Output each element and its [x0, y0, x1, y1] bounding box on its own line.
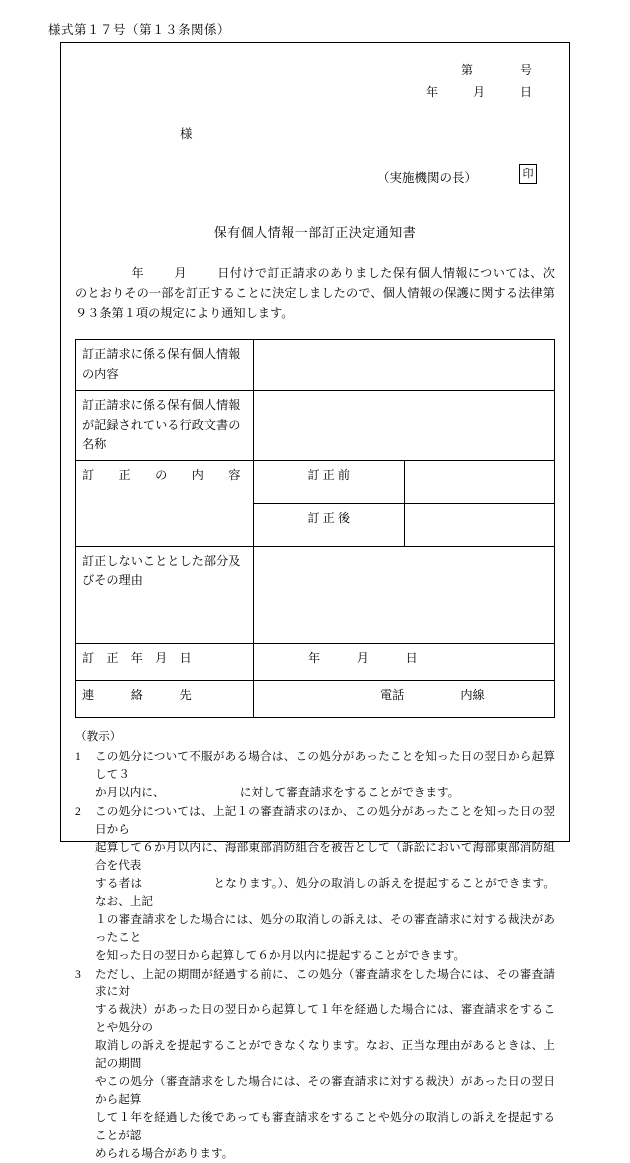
sub-label-before: 訂 正 前: [254, 460, 405, 503]
notice-list: [75, 748, 555, 1163]
notice-item-text: [95, 803, 555, 965]
detail-table: [75, 339, 555, 718]
notice-heading: （教示）: [75, 729, 122, 743]
notice-line: 起算して６か月以内に、海部東部消防組合を被告として（訴訟において海部東部消防組合を代表: [95, 840, 555, 872]
notice-line: する裁決）があった日の翌日から起算して１年を経過した場合には、審査請求をすることや処分の: [95, 1003, 555, 1035]
row-value-after[interactable]: [404, 503, 555, 546]
list-item: [75, 803, 555, 965]
addressee-line: [180, 124, 555, 142]
notice-line: められる場合があります。: [95, 1147, 234, 1161]
notice-line: １の審査請求をした場合には、処分の取消しの訴えは、その審査請求に対する裁決があったこと: [95, 912, 555, 944]
notice-line: この処分について不服がある場合は、この処分があったことを知った日の翌日から起算して３: [95, 749, 555, 781]
form-number: 様式第１７号（第１３条関係）: [48, 23, 231, 37]
notice-item-number: 1: [75, 749, 81, 763]
notice-line: 取消しの訴えを提起することができなくなります。なお、正当な理由があるときは、上記の期間: [95, 1039, 555, 1071]
row-value-request-content[interactable]: [254, 340, 555, 391]
row-label-not-corrected-reason: 訂正しないこととした部分及びその理由: [76, 546, 254, 643]
document-inner: [61, 43, 569, 1161]
document-number-line: [75, 61, 555, 78]
table-row: [76, 391, 555, 461]
document-frame: [60, 42, 570, 1161]
notice-line: ただし、上記の期間が経過する前に、この処分（審査請求をした場合には、その審査請求に対: [95, 967, 555, 999]
list-item: [75, 966, 555, 1163]
notice-line: して１年を経過した後であっても審査請求をすることや処分の取消しの訴えを提起することが認: [95, 1111, 555, 1143]
row-value-document-name[interactable]: [254, 391, 555, 461]
contact-ext-label: 内線: [460, 687, 485, 702]
seal-icon: 印: [519, 164, 537, 184]
notice-item-number: 3: [75, 967, 81, 981]
notice-line: この処分については、上記１の審査請求のほか、この処分があったことを知った日の翌日から: [95, 804, 555, 836]
correction-date-text: 年 月 日: [308, 650, 418, 665]
issuer-label: （実施機関の長）: [376, 171, 477, 185]
contact-phone-label: 電話: [380, 687, 405, 702]
table-row: [76, 643, 555, 680]
date-month-label: 月: [472, 85, 486, 99]
notice-line: やこの処分（審査請求をした場合には、その審査請求に対する裁決）があった日の翌日から起算: [95, 1075, 555, 1107]
table-row: [76, 546, 555, 643]
doc-no-suffix: 号: [519, 63, 533, 77]
table-row: [76, 340, 555, 391]
page-title: 保有個人情報一部訂正決定通知書: [213, 225, 417, 240]
row-value-correction-date[interactable]: [254, 643, 555, 680]
notice-line: する者は となります。）、処分の取消しの訴えを提起することができます。なお、上記: [95, 876, 555, 908]
date-day-label: 日: [519, 85, 533, 99]
notice-line: か月以内に、 に対して審査請求をすることができます。: [95, 785, 460, 799]
row-label-request-content: 訂正請求に係る保有個人情報の内容: [76, 340, 254, 391]
row-label-correction-date: 訂 正 年 月 日: [76, 643, 254, 680]
notice-item-text: [95, 966, 555, 1163]
table-row: [76, 680, 555, 717]
document-date-line: [75, 83, 555, 100]
row-label-contact: 連 絡 先: [76, 680, 254, 717]
list-item: [75, 748, 555, 802]
table-row: [76, 460, 555, 503]
row-value-contact[interactable]: [254, 680, 555, 717]
issuer-line: [75, 168, 555, 192]
notice-section: [75, 728, 555, 1163]
notice-line: を知った日の翌日から起算して６か月以内に提起することができます。: [95, 948, 466, 962]
sub-label-after: 訂 正 後: [254, 503, 405, 546]
notice-item-text: [95, 748, 555, 802]
date-year-label: 年: [425, 85, 439, 99]
row-value-before[interactable]: [404, 460, 555, 503]
row-value-not-corrected-reason[interactable]: [254, 546, 555, 643]
notice-item-number: 2: [75, 804, 81, 818]
row-label-correction-content: 訂 正 の 内 容: [76, 460, 254, 546]
body-paragraph: 年 月 日付けで訂正請求のありました保有個人情報については、次のとおりその一部を訂正することに決定しましたので、個人情報の保護に関する法律第９３条第１項の規定により通知します。: [75, 266, 555, 321]
addressee-suffix: 様: [180, 127, 193, 141]
row-label-document-name: 訂正請求に係る保有個人情報が記録されている行政文書の名称: [76, 391, 254, 461]
doc-no-prefix: 第: [460, 63, 474, 77]
